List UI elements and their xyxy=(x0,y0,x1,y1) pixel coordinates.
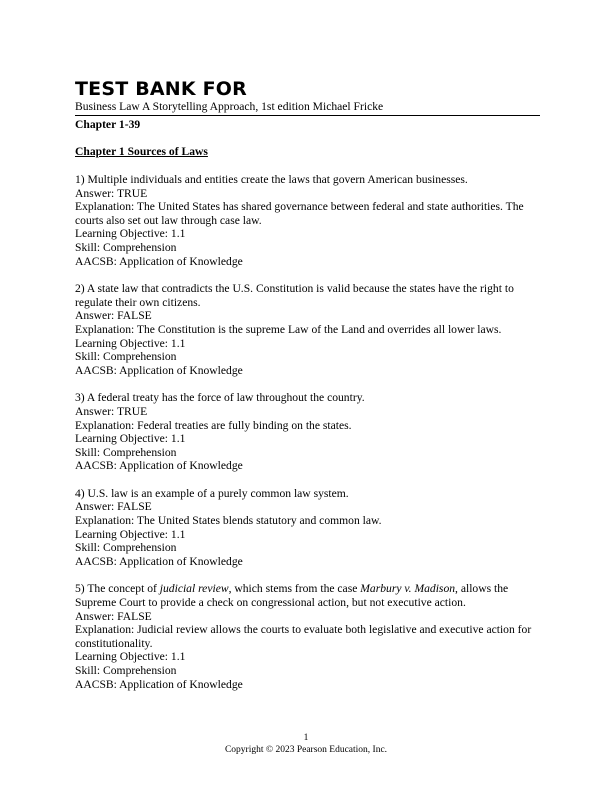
book-subtitle: Business Law A Storytelling Approach, 1st edition Michael Fricke xyxy=(75,100,384,113)
answer: Answer: FALSE xyxy=(75,500,152,514)
aacsb: AACSB: Application of Knowledge xyxy=(75,459,243,473)
answer: Answer: TRUE xyxy=(75,404,148,418)
skill: Skill: Comprehension xyxy=(75,350,177,364)
chapter-range: Chapter 1-39 xyxy=(75,118,141,131)
page-number: 1 xyxy=(303,733,309,743)
skill: Skill: Comprehension xyxy=(75,240,177,254)
copyright-notice: Copyright © 2023 Pearson Education, Inc. xyxy=(224,745,388,755)
explanation: Explanation: The United States has shared governance between federal and state authorities. The courts also set out law through case law. xyxy=(75,200,524,227)
question-text: 1) Multiple individuals and entities create the laws that govern American businesses. xyxy=(75,173,468,186)
skill: Skill: Comprehension xyxy=(75,445,177,459)
answer: Answer: FALSE xyxy=(75,309,152,323)
test-bank-title: TEST BANK FOR xyxy=(75,78,247,100)
question-block xyxy=(75,487,540,569)
explanation: Explanation: Federal treaties are fully binding on the states. xyxy=(75,418,352,432)
skill: Skill: Comprehension xyxy=(75,664,177,677)
explanation: Explanation: The United States blends statutory and common law. xyxy=(75,514,382,528)
answer: Answer: FALSE xyxy=(75,609,152,623)
question-block xyxy=(75,582,540,691)
learning-objective: Learning Objective: 1.1 xyxy=(75,432,186,446)
aacsb: AACSB: Application of Knowledge xyxy=(75,254,243,268)
aacsb: AACSB: Application of Knowledge xyxy=(75,677,243,691)
question-text: 5) The concept of judicial review, which stems from the case Marbury v. Madison, allows the Supreme Court to provide a check on congressional action, but not executive action. xyxy=(75,582,509,610)
document-page xyxy=(75,78,540,705)
learning-objective: Learning Objective: 1.1 xyxy=(75,527,186,541)
question-block xyxy=(75,282,540,377)
question-list xyxy=(75,173,540,691)
aacsb: AACSB: Application of Knowledge xyxy=(75,363,243,377)
aacsb: AACSB: Application of Knowledge xyxy=(75,554,243,568)
question-text: 4) U.S. law is an example of a purely common law system. xyxy=(75,486,349,500)
header-rule xyxy=(75,115,540,116)
explanation: Explanation: Judicial review allows the courts to evaluate both legislative and executive action for constitutionality. xyxy=(75,623,532,650)
learning-objective: Learning Objective: 1.1 xyxy=(75,336,186,350)
skill: Skill: Comprehension xyxy=(75,541,177,555)
question-block xyxy=(75,173,540,268)
question-text: 3) A federal treaty has the force of law throughout the country. xyxy=(75,391,365,405)
chapter-heading: Chapter 1 Sources of Laws xyxy=(75,145,208,158)
explanation: Explanation: The Constitution is the supreme Law of the Land and overrides all lower laws. xyxy=(75,322,502,336)
answer: Answer: TRUE xyxy=(75,186,148,200)
question-text: 2) A state law that contradicts the U.S. Constitution is valid because the states have the right to regulate their own citizens. xyxy=(75,282,514,309)
learning-objective: Learning Objective: 1.1 xyxy=(75,650,186,664)
question-block xyxy=(75,391,540,473)
learning-objective: Learning Objective: 1.1 xyxy=(75,227,186,241)
